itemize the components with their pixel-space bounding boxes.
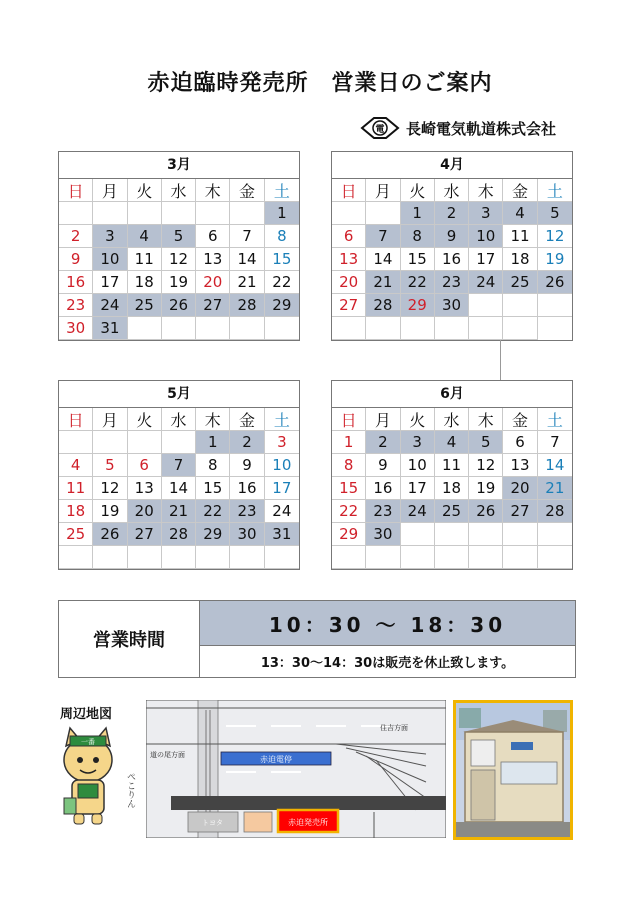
day-cell: 21 [538, 477, 572, 500]
day-cell: 12 [93, 477, 127, 500]
mascot-illustration [50, 720, 145, 830]
day-cell: 5 [469, 431, 503, 454]
day-cell: 16 [230, 477, 264, 500]
day-cell: 13 [128, 477, 162, 500]
office-label: 赤迫発売所 [288, 818, 328, 827]
tram-stop-label: 赤迫電停 [260, 755, 292, 764]
weekday-header: 日 [332, 179, 366, 202]
empty-cell [538, 546, 572, 569]
weekday-header: 木 [196, 179, 230, 202]
day-cell: 25 [435, 500, 469, 523]
empty-cell [162, 202, 196, 225]
empty-cell [93, 546, 127, 569]
day-cell: 25 [128, 294, 162, 317]
day-cell: 11 [59, 477, 93, 500]
weekday-header: 月 [93, 408, 127, 431]
day-cell: 26 [538, 271, 572, 294]
weekday-header: 木 [196, 408, 230, 431]
booth-photo [453, 700, 573, 840]
day-cell: 28 [538, 500, 572, 523]
calendar-grid [59, 179, 299, 340]
company-logo-icon [360, 116, 400, 140]
weekday-header: 金 [230, 408, 264, 431]
day-cell: 5 [162, 225, 196, 248]
day-cell: 15 [401, 248, 435, 271]
empty-cell [366, 317, 400, 340]
day-cell: 21 [366, 271, 400, 294]
day-cell: 14 [538, 454, 572, 477]
empty-cell [59, 431, 93, 454]
day-cell: 20 [128, 500, 162, 523]
day-cell: 27 [128, 523, 162, 546]
day-cell: 7 [230, 225, 264, 248]
weekday-header: 月 [366, 408, 400, 431]
day-cell: 10 [265, 454, 299, 477]
day-cell: 30 [366, 523, 400, 546]
day-cell: 24 [265, 500, 299, 523]
day-cell: 24 [469, 271, 503, 294]
day-cell: 30 [435, 294, 469, 317]
month-header-june: 6月 [332, 381, 572, 408]
empty-cell [435, 317, 469, 340]
day-cell: 18 [435, 477, 469, 500]
day-cell: 20 [196, 271, 230, 294]
day-cell: 23 [435, 271, 469, 294]
day-cell: 18 [128, 271, 162, 294]
day-cell: 29 [265, 294, 299, 317]
day-cell: 9 [435, 225, 469, 248]
empty-cell [162, 431, 196, 454]
weekday-header: 金 [503, 408, 537, 431]
mascot-text: ぺこりん [125, 772, 135, 808]
day-cell: 20 [503, 477, 537, 500]
day-cell: 16 [59, 271, 93, 294]
west-direction-label: 道の尾方面 [150, 751, 185, 759]
day-cell: 1 [196, 431, 230, 454]
day-cell: 19 [538, 248, 572, 271]
day-cell: 27 [503, 500, 537, 523]
empty-cell [265, 317, 299, 340]
day-cell: 13 [196, 248, 230, 271]
day-cell: 17 [265, 477, 299, 500]
day-cell: 21 [162, 500, 196, 523]
day-cell: 30 [230, 523, 264, 546]
day-cell: 19 [469, 477, 503, 500]
day-cell: 2 [366, 431, 400, 454]
day-cell: 3 [469, 202, 503, 225]
day-cell: 4 [59, 454, 93, 477]
calendar-connector [500, 340, 501, 380]
month-header-april: 4月 [332, 152, 572, 179]
empty-cell [196, 202, 230, 225]
day-cell: 1 [265, 202, 299, 225]
calendar-may [58, 380, 300, 570]
empty-cell [162, 317, 196, 340]
day-cell: 12 [162, 248, 196, 271]
weekday-header: 火 [128, 179, 162, 202]
day-cell: 25 [503, 271, 537, 294]
business-hours-note: 13：30～14：30は販売を休止致します。 [260, 656, 515, 671]
month-header-march: 3月 [59, 152, 299, 179]
company-header [360, 115, 556, 141]
day-cell: 22 [196, 500, 230, 523]
day-cell: 29 [401, 294, 435, 317]
day-cell: 27 [196, 294, 230, 317]
day-cell: 1 [332, 431, 366, 454]
day-cell: 17 [469, 248, 503, 271]
day-cell: 17 [401, 477, 435, 500]
day-cell: 14 [230, 248, 264, 271]
day-cell: 25 [59, 523, 93, 546]
day-cell: 17 [93, 271, 127, 294]
weekday-header: 土 [265, 408, 299, 431]
day-cell: 5 [93, 454, 127, 477]
empty-cell [503, 317, 537, 340]
day-cell: 4 [128, 225, 162, 248]
day-cell: 2 [435, 202, 469, 225]
day-cell: 22 [332, 500, 366, 523]
empty-cell [128, 546, 162, 569]
empty-cell [435, 523, 469, 546]
company-name: 長崎電気軌道株式会社 [406, 119, 557, 138]
weekday-header: 日 [59, 179, 93, 202]
weekday-header: 土 [265, 179, 299, 202]
empty-cell [469, 294, 503, 317]
day-cell: 14 [366, 248, 400, 271]
empty-cell [538, 523, 572, 546]
day-cell: 8 [265, 225, 299, 248]
day-cell: 15 [265, 248, 299, 271]
day-cell: 29 [196, 523, 230, 546]
empty-cell [59, 202, 93, 225]
day-cell: 9 [366, 454, 400, 477]
business-hours-box [58, 600, 576, 678]
day-cell: 28 [162, 523, 196, 546]
day-cell: 26 [469, 500, 503, 523]
day-cell: 19 [162, 271, 196, 294]
empty-cell [196, 317, 230, 340]
day-cell: 14 [162, 477, 196, 500]
empty-cell [469, 546, 503, 569]
weekday-header: 火 [128, 408, 162, 431]
day-cell: 8 [196, 454, 230, 477]
business-hours-time: 10：30 ～ 18：30 [200, 601, 575, 646]
day-cell: 22 [401, 271, 435, 294]
calendar-grid [332, 179, 572, 340]
empty-cell [332, 202, 366, 225]
empty-cell [538, 294, 572, 317]
weekday-header: 木 [469, 179, 503, 202]
empty-cell [366, 202, 400, 225]
day-cell: 6 [128, 454, 162, 477]
empty-cell [469, 317, 503, 340]
weekday-header: 火 [401, 408, 435, 431]
weekday-header: 土 [538, 179, 572, 202]
month-header-may: 5月 [59, 381, 299, 408]
day-cell: 24 [401, 500, 435, 523]
day-cell: 20 [332, 271, 366, 294]
empty-cell [230, 317, 264, 340]
empty-cell [503, 294, 537, 317]
day-cell: 10 [469, 225, 503, 248]
day-cell: 31 [93, 317, 127, 340]
empty-cell [401, 546, 435, 569]
empty-cell [93, 202, 127, 225]
empty-cell [128, 431, 162, 454]
empty-cell [196, 546, 230, 569]
empty-cell [435, 546, 469, 569]
map-shop-label: トヨタ [202, 819, 223, 827]
day-cell: 9 [59, 248, 93, 271]
day-cell: 3 [401, 431, 435, 454]
company-logo-text: 電 [375, 125, 385, 135]
weekday-header: 水 [435, 408, 469, 431]
day-cell: 22 [265, 271, 299, 294]
day-cell: 18 [503, 248, 537, 271]
day-cell: 2 [230, 431, 264, 454]
empty-cell [265, 546, 299, 569]
day-cell: 19 [93, 500, 127, 523]
empty-cell [230, 546, 264, 569]
day-cell: 12 [538, 225, 572, 248]
day-cell: 7 [538, 431, 572, 454]
day-cell: 2 [59, 225, 93, 248]
weekday-header: 水 [435, 179, 469, 202]
weekday-header: 日 [59, 408, 93, 431]
empty-cell [332, 546, 366, 569]
day-cell: 13 [332, 248, 366, 271]
day-cell: 11 [128, 248, 162, 271]
empty-cell [128, 202, 162, 225]
empty-cell [59, 546, 93, 569]
empty-cell [401, 523, 435, 546]
empty-cell [93, 431, 127, 454]
day-cell: 26 [93, 523, 127, 546]
day-cell: 7 [162, 454, 196, 477]
day-cell: 4 [503, 202, 537, 225]
day-cell: 16 [366, 477, 400, 500]
weekday-header: 月 [366, 179, 400, 202]
day-cell: 1 [401, 202, 435, 225]
day-cell: 11 [435, 454, 469, 477]
day-cell: 23 [366, 500, 400, 523]
weekday-header: 金 [230, 179, 264, 202]
empty-cell [332, 317, 366, 340]
day-cell: 10 [93, 248, 127, 271]
calendar-grid [59, 408, 299, 569]
weekday-header: 火 [401, 179, 435, 202]
empty-cell [503, 523, 537, 546]
calendar-april [331, 151, 573, 341]
day-cell: 31 [265, 523, 299, 546]
page-title: 赤迫臨時発売所 営業日のご案内 [147, 71, 493, 96]
empty-cell [366, 546, 400, 569]
empty-cell [230, 202, 264, 225]
empty-cell [503, 546, 537, 569]
day-cell: 3 [93, 225, 127, 248]
weekday-header: 金 [503, 179, 537, 202]
day-cell: 15 [332, 477, 366, 500]
day-cell: 13 [503, 454, 537, 477]
empty-cell [401, 317, 435, 340]
area-map [146, 700, 446, 838]
mascot-badge: 一番 [81, 738, 95, 746]
empty-cell [469, 523, 503, 546]
east-direction-label: 住吉方面 [380, 724, 408, 732]
day-cell: 26 [162, 294, 196, 317]
day-cell: 16 [435, 248, 469, 271]
calendar-grid [332, 408, 572, 569]
day-cell: 9 [230, 454, 264, 477]
day-cell: 3 [265, 431, 299, 454]
day-cell: 24 [93, 294, 127, 317]
day-cell: 28 [230, 294, 264, 317]
day-cell: 6 [332, 225, 366, 248]
day-cell: 27 [332, 294, 366, 317]
day-cell: 23 [230, 500, 264, 523]
weekday-header: 水 [162, 408, 196, 431]
day-cell: 7 [366, 225, 400, 248]
day-cell: 30 [59, 317, 93, 340]
day-cell: 8 [332, 454, 366, 477]
weekday-header: 月 [93, 179, 127, 202]
empty-cell [162, 546, 196, 569]
calendar-june [331, 380, 573, 570]
weekday-header: 土 [538, 408, 572, 431]
map-title: 周辺地図 [60, 707, 113, 722]
day-cell: 6 [196, 225, 230, 248]
day-cell: 12 [469, 454, 503, 477]
day-cell: 11 [503, 225, 537, 248]
calendar-march [58, 151, 300, 341]
day-cell: 8 [401, 225, 435, 248]
day-cell: 18 [59, 500, 93, 523]
weekday-header: 日 [332, 408, 366, 431]
business-hours-label: 営業時間 [59, 601, 200, 677]
weekday-header: 水 [162, 179, 196, 202]
day-cell: 10 [401, 454, 435, 477]
weekday-header: 木 [469, 408, 503, 431]
empty-cell [128, 317, 162, 340]
day-cell: 21 [230, 271, 264, 294]
day-cell: 28 [366, 294, 400, 317]
day-cell: 5 [538, 202, 572, 225]
day-cell: 29 [332, 523, 366, 546]
day-cell: 4 [435, 431, 469, 454]
day-cell: 15 [196, 477, 230, 500]
day-cell: 6 [503, 431, 537, 454]
day-cell: 23 [59, 294, 93, 317]
